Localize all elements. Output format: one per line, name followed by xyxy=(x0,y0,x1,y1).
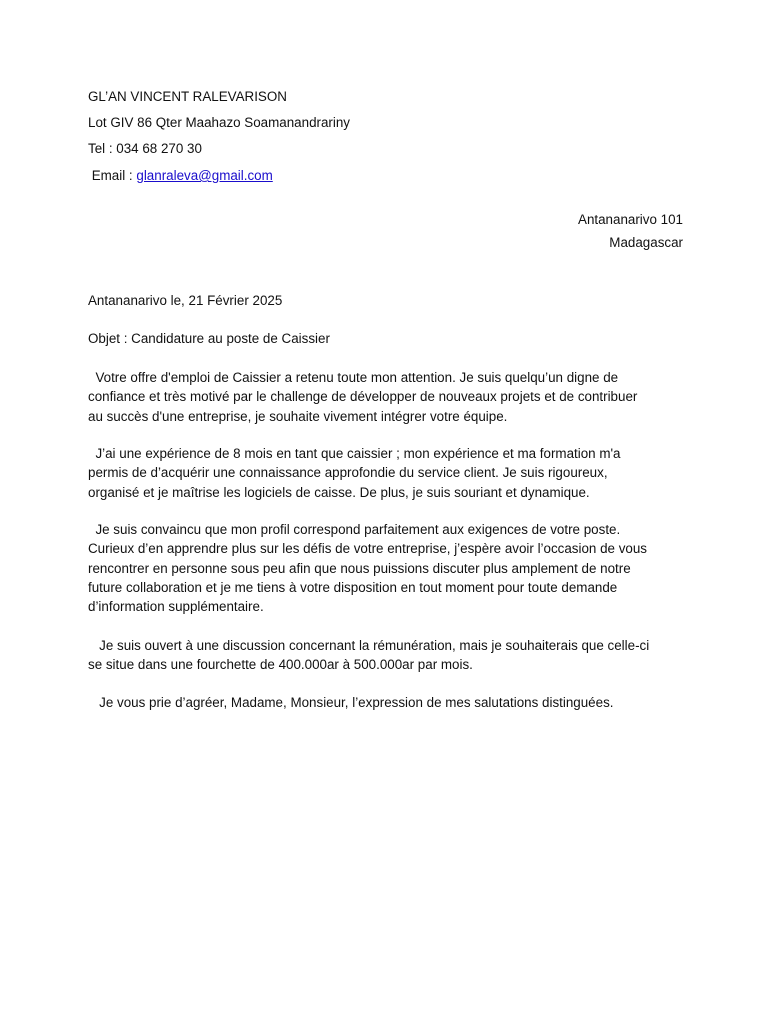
paragraph-line: Curieux d’en apprendre plus sur les défis de votre entreprise, j’espère avoir l’occasion de vous xyxy=(88,541,647,557)
closing-paragraph xyxy=(88,693,688,712)
sender-tel: Tel : 034 68 270 30 xyxy=(88,141,202,156)
paragraph-line: Je suis convaincu que mon profil correspond parfaitement aux exigences de votre poste. xyxy=(88,522,621,537)
paragraph-line: Votre offre d'emploi de Caissier a retenu toute mon attention. Je suis quelqu’un digne de xyxy=(88,370,619,385)
sender-name: GL’AN VINCENT RALEVARISON xyxy=(88,89,287,104)
paragraph-line: organisé et je maîtrise les logiciels de caisse. De plus, je suis souriant et dynamique. xyxy=(88,484,590,500)
paragraph-line: d’information supplémentaire. xyxy=(88,599,264,615)
paragraph-line: Je suis ouvert à une discussion concernant la rémunération, mais je souhaiterais que celle-ci xyxy=(88,638,650,653)
email-link[interactable]: glanraleva@gmail.com xyxy=(136,168,273,183)
paragraph-line: rencontrer en personne sous peu afin que nous puissions discuter plus amplement de notre xyxy=(88,560,631,576)
paragraph-line: Je vous prie d’agréer, Madame, Monsieur, l’expression de mes salutations distinguées. xyxy=(88,695,614,710)
sender-email-line xyxy=(88,168,273,184)
recipient-city: Antananarivo 101 xyxy=(578,212,683,227)
paragraph-2 xyxy=(88,444,688,502)
paragraph-3 xyxy=(88,520,688,616)
paragraph-line: se situe dans une fourchette de 400.000ar à 500.000ar par mois. xyxy=(88,657,473,673)
paragraph-line: au succès d'une entreprise, je souhaite vivement intégrer votre équipe. xyxy=(88,408,508,424)
paragraph-line: confiance et très motivé par le challenge de développer de nouveaux projets et de contribuer xyxy=(88,389,638,405)
subject-line: Objet : Candidature au poste de Caissier xyxy=(88,331,330,346)
paragraph-1 xyxy=(88,368,688,426)
paragraph-line: future collaboration et je me tiens à votre disposition en tout moment pour toute demande xyxy=(88,579,618,595)
date-line: Antananarivo le, 21 Février 2025 xyxy=(88,293,283,308)
sender-address: Lot GIV 86 Qter Maahazo Soamanandrariny xyxy=(88,115,351,130)
paragraph-4 xyxy=(88,636,688,675)
paragraph-line: J’ai une expérience de 8 mois en tant que caissier ; mon expérience et ma formation m'a xyxy=(88,446,621,461)
email-label: Email : xyxy=(88,168,137,183)
paragraph-line: permis de d’acquérir une connaissance approfondie du service client. Je suis rigoureux, xyxy=(88,465,608,481)
recipient-country: Madagascar xyxy=(609,235,683,250)
